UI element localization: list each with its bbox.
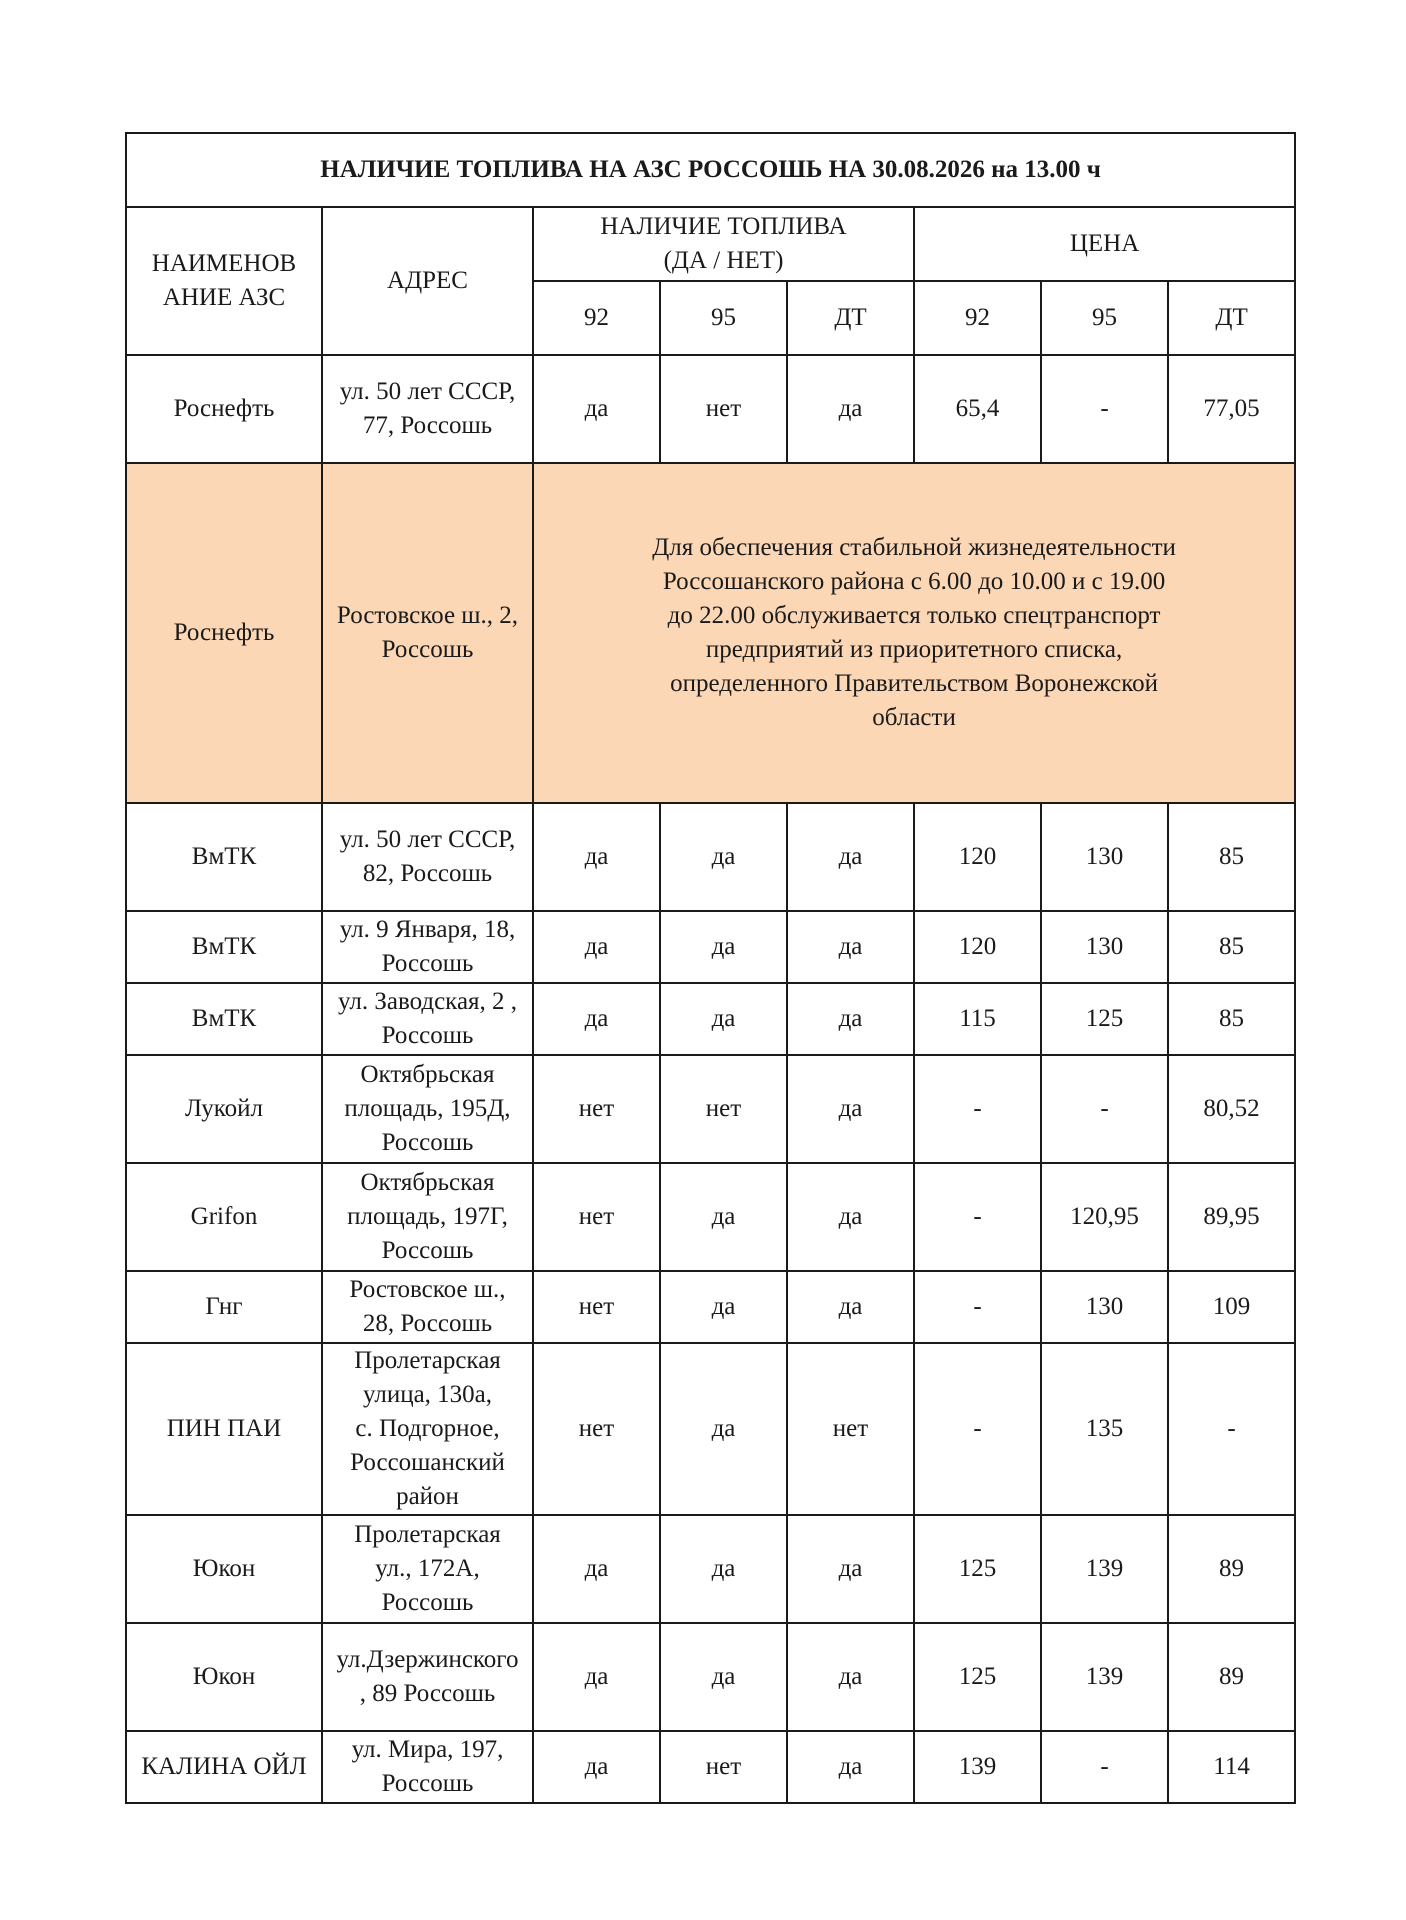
price-dt: 77,05 [1168,355,1295,463]
station-name: ПИН ПАИ [126,1343,322,1515]
table-row [126,803,1295,911]
availability-92: да [533,1623,660,1731]
price-92: 115 [914,983,1041,1055]
availability-dt: да [787,1731,914,1803]
fuel-availability-table [125,132,1296,1804]
station-name: Роснефть [126,355,322,463]
station-address: ул. 9 Января, 18, Россошь [322,911,533,983]
price-dt: 109 [1168,1271,1295,1343]
header-availability-92: 92 [533,281,660,355]
availability-92: нет [533,1163,660,1271]
table-row-notice [126,463,1295,803]
price-92: - [914,1055,1041,1163]
availability-92: нет [533,1055,660,1163]
price-95: 125 [1041,983,1168,1055]
price-dt: 85 [1168,983,1295,1055]
table-row [126,1731,1295,1803]
header-availability: НАЛИЧИЕ ТОПЛИВА (ДА / НЕТ) [533,207,914,281]
price-dt: 85 [1168,803,1295,911]
price-92: 125 [914,1623,1041,1731]
table-row [126,1271,1295,1343]
station-name: ВмТК [126,803,322,911]
station-address: Пролетарская улица, 130а, с. Подгорное, Россошанский район [322,1343,533,1515]
table-row [126,355,1295,463]
header-price-95: 95 [1041,281,1168,355]
price-95: - [1041,355,1168,463]
header-price-dt: ДТ [1168,281,1295,355]
availability-95: да [660,983,787,1055]
header-address: АДРЕС [322,207,533,355]
station-address: ул.Дзержинского , 89 Россошь [322,1623,533,1731]
availability-92: да [533,1731,660,1803]
table-row [126,911,1295,983]
header-availability-95: 95 [660,281,787,355]
table-title: НАЛИЧИЕ ТОПЛИВА НА АЗС РОССОШЬ НА 30.08.2026 на 13.00 ч [126,133,1295,207]
station-name: Лукойл [126,1055,322,1163]
table-row [126,1163,1295,1271]
price-95: 139 [1041,1623,1168,1731]
header-price: ЦЕНА [914,207,1295,281]
price-95: 120,95 [1041,1163,1168,1271]
price-92: 125 [914,1515,1041,1623]
availability-95: да [660,1343,787,1515]
service-restriction-notice: Для обеспечения стабильной жизнедеятельности Россошанского района с 6.00 до 10.00 и с 19.00 до 22.00 обслуживается только спецтранспорт предприятий из приоритетного списка, определенного Правительством Воронежской области [533,463,1295,803]
availability-dt: да [787,355,914,463]
station-name: ВмТК [126,983,322,1055]
availability-95: нет [660,1055,787,1163]
availability-dt: нет [787,1343,914,1515]
price-92: 65,4 [914,355,1041,463]
table-row [126,1055,1295,1163]
price-92: 120 [914,911,1041,983]
price-dt: 89,95 [1168,1163,1295,1271]
availability-95: да [660,1163,787,1271]
price-dt: 89 [1168,1623,1295,1731]
availability-92: нет [533,1271,660,1343]
price-95: - [1041,1731,1168,1803]
availability-92: да [533,911,660,983]
price-95: 130 [1041,1271,1168,1343]
price-92: 139 [914,1731,1041,1803]
station-address: Ростовское ш., 28, Россошь [322,1271,533,1343]
price-dt: 80,52 [1168,1055,1295,1163]
station-name: Grifon [126,1163,322,1271]
table-row [126,1623,1295,1731]
availability-dt: да [787,1515,914,1623]
availability-dt: да [787,1271,914,1343]
station-name: Юкон [126,1515,322,1623]
availability-92: да [533,1515,660,1623]
station-name: Гнг [126,1271,322,1343]
price-95: 130 [1041,803,1168,911]
price-95: 139 [1041,1515,1168,1623]
table-row [126,1515,1295,1623]
availability-92: да [533,983,660,1055]
station-name: Роснефть [126,463,322,803]
price-dt: 85 [1168,911,1295,983]
availability-dt: да [787,911,914,983]
header-availability-dt: ДТ [787,281,914,355]
availability-dt: да [787,1623,914,1731]
station-name: Юкон [126,1623,322,1731]
station-address: Ростовское ш., 2, Россошь [322,463,533,803]
price-95: - [1041,1055,1168,1163]
price-92: - [914,1343,1041,1515]
price-95: 130 [1041,911,1168,983]
availability-95: нет [660,355,787,463]
station-name: ВмТК [126,911,322,983]
availability-92: нет [533,1343,660,1515]
station-address: Октябрьская площадь, 195Д, Россошь [322,1055,533,1163]
station-address: ул. 50 лет СССР, 82, Россошь [322,803,533,911]
price-92: - [914,1271,1041,1343]
availability-95: нет [660,1731,787,1803]
station-address: ул. Заводская, 2 , Россошь [322,983,533,1055]
price-95: 135 [1041,1343,1168,1515]
availability-dt: да [787,1163,914,1271]
availability-dt: да [787,803,914,911]
station-address: Октябрьская площадь, 197Г, Россошь [322,1163,533,1271]
station-address: ул. Мира, 197, Россошь [322,1731,533,1803]
availability-95: да [660,1271,787,1343]
station-name: КАЛИНА ОЙЛ [126,1731,322,1803]
price-dt: 114 [1168,1731,1295,1803]
header-station-name: НАИМЕНОВ АНИЕ АЗС [126,207,322,355]
station-address: Пролетарская ул., 172А, Россошь [322,1515,533,1623]
table-row [126,983,1295,1055]
availability-dt: да [787,983,914,1055]
availability-95: да [660,911,787,983]
availability-95: да [660,803,787,911]
price-92: 120 [914,803,1041,911]
station-address: ул. 50 лет СССР, 77, Россошь [322,355,533,463]
availability-92: да [533,803,660,911]
availability-95: да [660,1623,787,1731]
availability-95: да [660,1515,787,1623]
price-92: - [914,1163,1041,1271]
price-dt: - [1168,1343,1295,1515]
price-dt: 89 [1168,1515,1295,1623]
table-row [126,1343,1295,1515]
header-price-92: 92 [914,281,1041,355]
availability-dt: да [787,1055,914,1163]
availability-92: да [533,355,660,463]
